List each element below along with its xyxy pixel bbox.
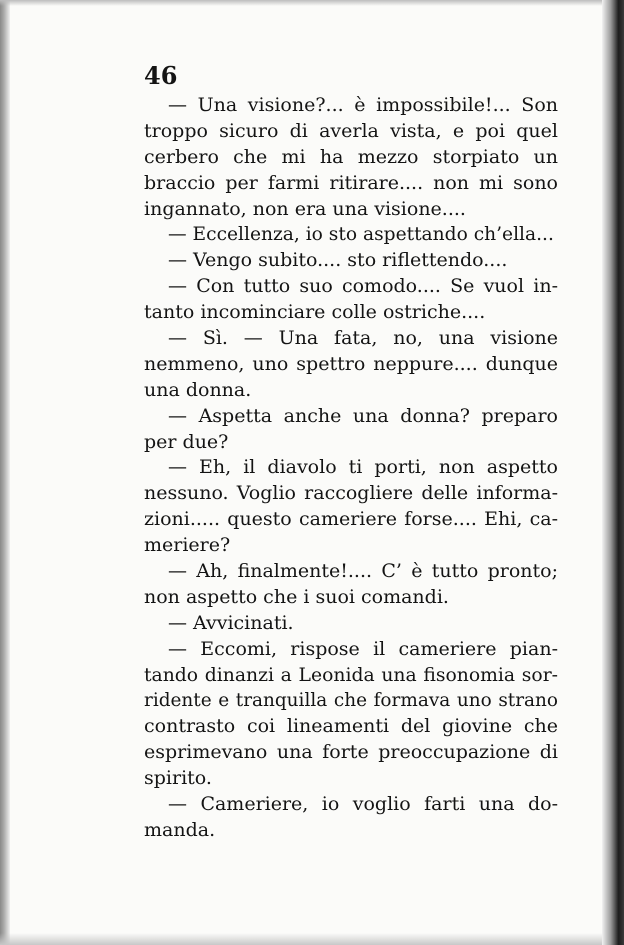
body-text (144, 93, 558, 844)
page-number: 46 (144, 61, 178, 90)
text-line: per due? (144, 430, 229, 453)
text-line: manda. (144, 818, 216, 841)
text-line: ridente e tranquilla che formava uno strano (144, 690, 558, 712)
text-line: una donna. (144, 378, 252, 401)
text-line: — Con tutto suo comodo.... Se vuol in- (168, 275, 558, 298)
text-line: — Cameriere, io voglio farti una do- (168, 793, 558, 816)
text-line: — Una visione?... è impossibile!... Son (168, 94, 558, 116)
text-line: — Eccomi, rispose il cameriere pian- (168, 637, 558, 660)
page-bottom-edge-shadow (0, 933, 624, 945)
text-line: braccio per farmi ritirare.... non mi sono (144, 171, 558, 194)
text-line: spirito. (144, 767, 212, 790)
text-line: — Ah, finalmente!.... C’ è tutto pronto; (168, 560, 558, 583)
text-line: cerbero che mi ha mezzo storpiato un (144, 145, 558, 168)
text-line: nemmeno, uno spettro neppure.... dunque (144, 352, 558, 375)
text-line: nessuno. Voglio raccogliere delle informa- (144, 482, 558, 505)
text-line: non aspetto che i suoi comandi. (144, 585, 449, 608)
text-line: — Avvicinati. (168, 611, 294, 634)
page-top-edge-shadow (0, 0, 624, 6)
text-line: troppo sicuro di averla vista, e poi quel (144, 119, 558, 142)
text-line: — Aspetta anche una donna? preparo (168, 404, 558, 427)
page-left-edge-shadow (0, 0, 10, 945)
text-line: zioni..... questo cameriere forse.... Ehi, ca- (144, 508, 558, 531)
text-line: ingannato, non era una visione.... (144, 197, 466, 220)
text-line: — Eccellenza, io sto aspettando ch’ella... (168, 224, 554, 246)
text-line: tando dinanzi a Leonida una fisonomia sor- (144, 664, 558, 686)
text-line: — Eh, il diavolo ti porti, non aspetto (168, 456, 558, 479)
text-line: esprimevano una forte preoccupazione di (144, 741, 558, 764)
book-binding-edge (602, 0, 624, 945)
text-line: contrasto coi lineamenti del giovine che (144, 715, 558, 738)
text-line: meriere? (144, 534, 231, 557)
text-line: — Vengo subito.... sto riflettendo.... (168, 249, 508, 272)
text-line: tanto incominciare colle ostriche.... (144, 301, 486, 324)
text-line: — Sì. — Una fata, no, una visione (168, 327, 558, 350)
